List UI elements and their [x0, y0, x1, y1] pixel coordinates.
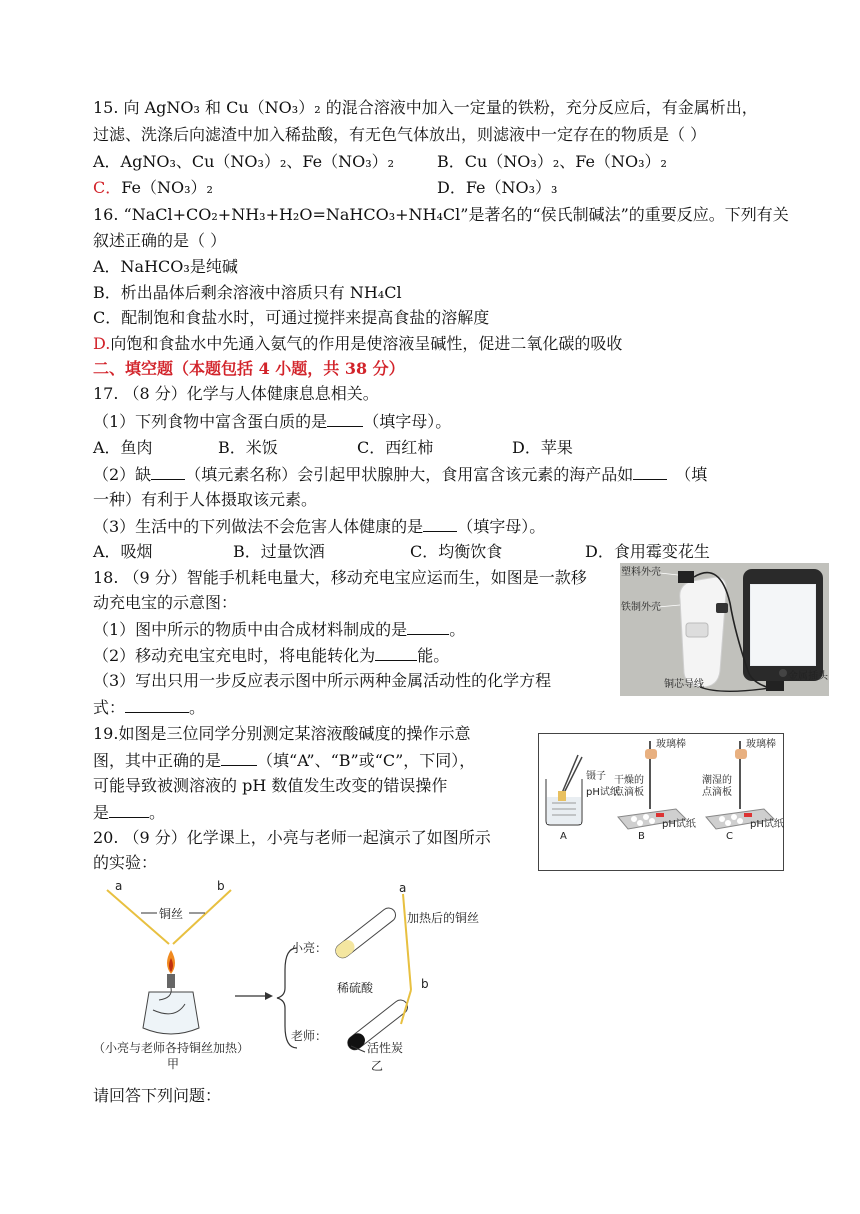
q18-part3-label: 式： — [93, 698, 126, 717]
q17-opt1-b: B．米饭 — [218, 438, 278, 457]
q17-opt3-a: A．吸烟 — [93, 542, 153, 561]
q19-line2 — [93, 749, 475, 772]
q15-option-c-text: Fe（NO₃）₂ — [121, 178, 213, 197]
q17-blank4[interactable] — [423, 515, 457, 532]
label-metal-plug: 金属插头 — [788, 671, 828, 682]
q19-blank2[interactable] — [109, 801, 149, 818]
label-plastic-shell: 塑料外壳 — [621, 567, 661, 578]
label-ph-paper-c: pH试纸 — [750, 819, 784, 830]
q20-ask: 请回答下列问题： — [93, 1086, 222, 1105]
label-a-left: a — [115, 880, 123, 893]
ph-test-figure — [538, 733, 784, 871]
q18-part3: （3）写出只用一步反应表示图中所示两种金属活动性的化学方程 — [93, 671, 552, 690]
q15-option-c — [93, 177, 213, 199]
q17-part3-text: （3）生活中的下列做法不会危害人体健康的是 — [93, 517, 424, 536]
q17-part2-cont: 一种）有利于人体摄取该元素。 — [93, 490, 318, 509]
label-dry-plate-line2: 点滴板 — [614, 787, 644, 798]
q19-line4-tail: 。 — [149, 803, 166, 822]
q19-line3: 可能导致被测溶液的 pH 数值发生改变的错误操作 — [93, 776, 448, 795]
q18-part1-text: （1）图中所示的物质中由合成材料制成的是 — [93, 620, 408, 639]
q16-answer-mark: D. — [93, 334, 111, 353]
label-b-right: b — [421, 977, 429, 991]
label-a: A — [560, 831, 567, 842]
q18-blank1[interactable] — [407, 618, 449, 635]
label-copper-wire: 铜丝 — [159, 907, 184, 921]
label-yi: 乙 — [371, 1059, 384, 1073]
q16-option-a: A．NaHCO₃是纯碱 — [93, 257, 238, 276]
q18-part1 — [93, 618, 465, 641]
power-bank-figure — [620, 563, 829, 696]
q17-part3 — [93, 515, 545, 538]
label-iron-shell: 铁制外壳 — [621, 602, 661, 613]
q18-part1-tail: 。 — [449, 620, 466, 639]
label-ph-paper-b: pH试纸 — [662, 819, 696, 830]
q17-part2 — [93, 463, 707, 486]
q18-part3-cont — [93, 696, 205, 719]
q20-line2: 的实验： — [93, 853, 158, 872]
q18-part3-tail: 。 — [189, 698, 206, 717]
q17-blank3[interactable] — [633, 463, 667, 480]
q17-part2-tail: （填 — [675, 465, 708, 484]
q15-answer-mark: C． — [93, 178, 122, 197]
q15-option-b: B．Cu（NO₃）₂、Fe（NO₃）₂ — [437, 152, 667, 171]
label-a-right: a — [399, 881, 407, 895]
q18-part2-text: （2）移动充电宝充电时，将电能转化为 — [93, 646, 376, 665]
label-heated-copper: 加热后的铜丝 — [407, 911, 480, 925]
q17-stem: 17. （8 分）化学与人体健康息息相关。 — [93, 384, 379, 403]
q17-opt1-d: D．苹果 — [512, 438, 573, 457]
q15-option-d: D．Fe（NO₃）₃ — [437, 178, 558, 197]
q19-blank1[interactable] — [221, 749, 257, 766]
q17-part2-text: （2）缺 — [93, 465, 152, 484]
q16-option-c: C．配制饱和食盐水时，可通过搅拌来提高食盐的溶解度 — [93, 308, 490, 327]
label-teacher: 老师： — [291, 1029, 328, 1043]
q18-part2-tail: 能。 — [417, 646, 450, 665]
q17-part1 — [93, 410, 451, 433]
label-ph-paper-a: pH试纸 — [586, 787, 620, 798]
q17-opt1-c: C．西红柿 — [357, 438, 434, 457]
q17-blank1[interactable] — [327, 410, 363, 427]
q17-opt3-c: C．均衡饮食 — [410, 542, 503, 561]
label-glass-rod-b: 玻璃棒 — [656, 739, 686, 750]
q16-option-d — [93, 333, 622, 355]
q15-line1: 15. 向 AgNO₃ 和 Cu（NO₃）₂ 的混合溶液中加入一定量的铁粉，充分反应后，有金属析出， — [93, 98, 758, 117]
q16-line1: 16. “NaCl+CO₂+NH₃+H₂O=NaHCO₃+NH₄Cl”是著名的“侯氏制碱法”的重要反应。下列有关 — [93, 205, 789, 224]
q19-line4-text: 是 — [93, 803, 110, 822]
q17-opt1-a: A．鱼肉 — [93, 438, 153, 457]
q15-line2: 过滤、洗涤后向滤渣中加入稀盐酸，有无色气体放出，则滤液中一定存在的物质是（ ） — [93, 125, 707, 144]
q18-line2: 动充电宝的示意图： — [93, 593, 238, 612]
q17-opt3-d: D．食用霉变花生 — [585, 542, 710, 561]
copper-wire-experiment-figure — [93, 880, 533, 1080]
q19-line1: 19.如图是三位同学分别测定某溶液酸碱度的操作示意 — [93, 724, 471, 743]
label-c: C — [726, 831, 733, 842]
q17-part1-tail: （填字母）。 — [363, 412, 452, 431]
q18-line1: 18. （9 分）智能手机耗电量大，移动充电宝应运而生，如图是一款移 — [93, 568, 587, 587]
q20-line1: 20. （9 分）化学课上，小亮与老师一起演示了如图所示 — [93, 828, 491, 847]
label-b: B — [638, 831, 645, 842]
q16-option-d-text: 向饱和食盐水中先通入氨气的作用是使溶液呈碱性，促进二氧化碳的吸收 — [110, 334, 623, 353]
q18-blank3[interactable] — [125, 696, 189, 713]
q16-option-b: B．析出晶体后剩余溶液中溶质只有 NH₄Cl — [93, 283, 402, 302]
q17-blank2[interactable] — [151, 463, 185, 480]
q17-part1-text: （1）下列食物中富含蛋白质的是 — [93, 412, 328, 431]
q17-part3-tail: （填字母）。 — [457, 517, 546, 536]
label-xiaoliang: 小亮： — [291, 941, 328, 955]
label-jia: 甲 — [167, 1057, 180, 1071]
label-dilute-acid: 稀硫酸 — [337, 981, 374, 995]
label-activated-carbon: 活性炭 — [367, 1041, 404, 1055]
q18-blank2[interactable] — [375, 644, 417, 661]
label-b-left: b — [217, 880, 225, 893]
q15-option-a: A．AgNO₃、Cu（NO₃）₂、Fe（NO₃）₂ — [93, 152, 395, 171]
q16-line2: 叙述正确的是（ ） — [93, 231, 227, 250]
q19-line4 — [93, 801, 165, 824]
section-heading: 二、填空题（本题包括 4 小题，共 38 分） — [93, 359, 405, 378]
label-glass-rod-c: 玻璃棒 — [746, 739, 776, 750]
figure-caption-jia: （小亮与老师各持铜丝加热） — [93, 1041, 250, 1055]
label-wet-plate-line2: 点滴板 — [702, 787, 732, 798]
q17-part2-mid: （填元素名称）会引起甲状腺肿大，食用富含该元素的海产品如 — [185, 465, 634, 484]
q17-opt3-b: B．过量饮酒 — [233, 542, 325, 561]
q19-line2-tail: （填“A”、“B”或“C”，下同）， — [257, 751, 476, 770]
q19-line2-text: 图，其中正确的是 — [93, 751, 222, 770]
q18-part2 — [93, 644, 449, 667]
label-copper-wire: 铜芯导线 — [664, 679, 704, 690]
label-dry-plate-line1: 干燥的 — [614, 775, 644, 786]
label-tweezers: 镊子 — [586, 771, 606, 782]
label-wet-plate-line1: 潮湿的 — [702, 775, 732, 786]
